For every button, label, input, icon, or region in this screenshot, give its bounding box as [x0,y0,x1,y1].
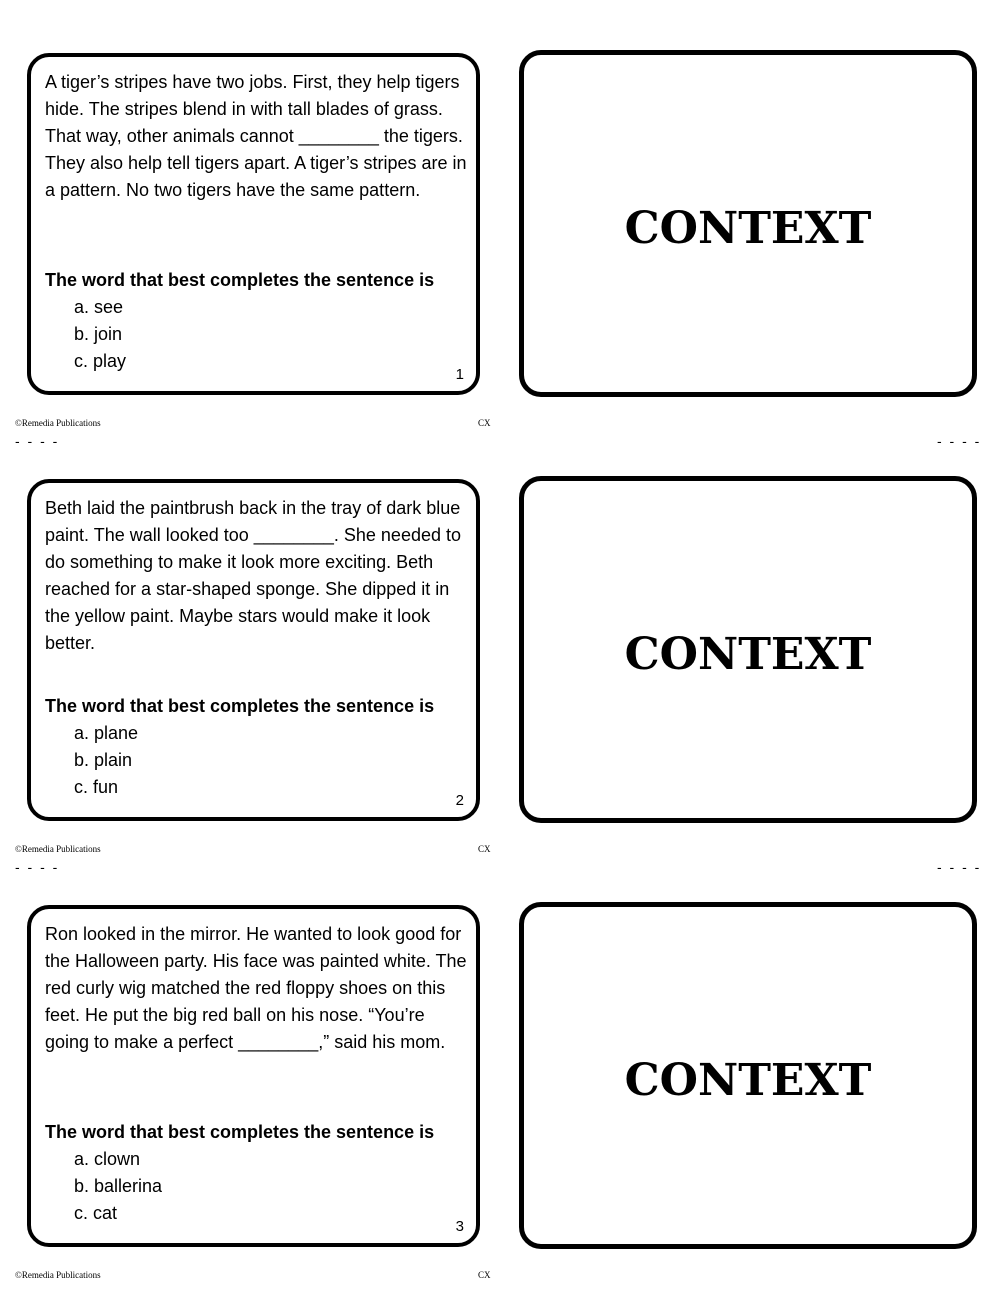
question-card-1 [27,53,480,395]
card-number: 3 [455,1218,464,1235]
cut-line-right: - - - - [937,433,982,449]
answer-options [74,1146,162,1227]
answer-option-c: c. cat [74,1203,118,1223]
cut-line-left: - - - - [15,433,60,449]
context-card-1 [519,50,977,397]
card-code: CX [478,418,491,428]
cut-line-left: - - - - [15,859,60,875]
card-passage: A tiger’s stripes have two jobs. First, they help tigers hide. The stripes blend in with tall blades of grass. That way, other animals cannot ________ the tigers. They also help tell tigers apart. A tiger’s stripes are in a pattern. No two tigers have the same pattern. [45,72,467,200]
copyright-notice: ©Remedia Publications [15,844,101,854]
context-card-3 [519,902,977,1249]
card-passage: Ron looked in the mirror. He wanted to look good for the Halloween party. His face was painted white. The red curly wig matched the red floppy shoes on this feet. He put the big red ball on his nose. “You’re going to make a perfect ________,” said his mom. [45,924,467,1052]
card-number: 1 [455,366,464,383]
answer-options [74,720,138,801]
card-code: CX [478,1270,491,1280]
answer-option-c: c. play [74,351,127,371]
answer-option-b: b. join [74,324,123,344]
copyright-notice: ©Remedia Publications [15,1270,101,1280]
card-question: The word that best completes the sentence is [45,1122,435,1142]
card-question: The word that best completes the sentence is [45,270,435,290]
card-row-1 [0,0,1000,449]
answer-option-a: a. clown [74,1149,141,1169]
answer-option-c: c. fun [74,777,119,797]
context-label: CONTEXT [624,203,872,254]
question-card-3 [27,905,480,1247]
answer-option-b: b. plain [74,750,133,770]
answer-option-b: b. ballerina [74,1176,163,1196]
answer-options [74,294,126,375]
context-label: CONTEXT [624,629,872,680]
cut-line-right: - - - - [937,859,982,875]
card-code: CX [478,844,491,854]
answer-option-a: a. see [74,297,124,317]
answer-option-a: a. plane [74,723,139,743]
copyright-notice: ©Remedia Publications [15,418,101,428]
context-card-2 [519,476,977,823]
card-row-3 [0,852,1000,1278]
card-passage: Beth laid the paintbrush back in the tray of dark blue paint. The wall looked too ________. She needed to do something to make it look more exciting. Beth reached for a star-shaped sponge. She dipped it in the yellow paint. Maybe stars would make it look better. [45,498,461,653]
card-number: 2 [455,792,464,809]
context-label: CONTEXT [624,1055,872,1106]
question-card-2 [27,479,480,821]
card-question: The word that best completes the sentence is [45,696,435,716]
card-row-2 [0,426,1000,875]
